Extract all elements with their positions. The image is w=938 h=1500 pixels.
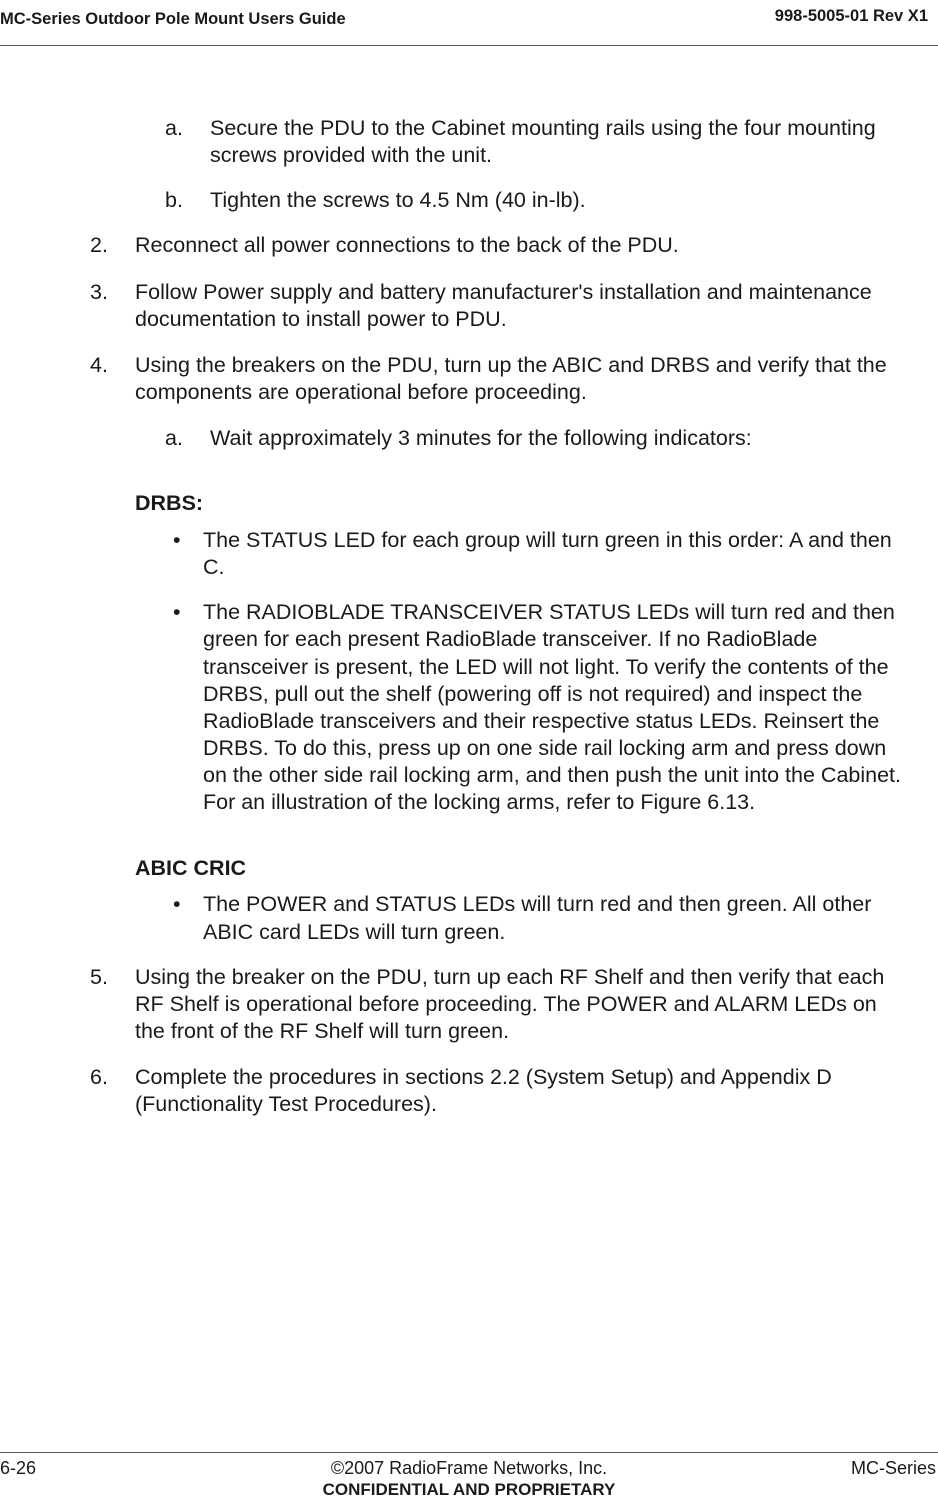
- footer-divider: [0, 1452, 938, 1453]
- bullet-text: ABIC card LEDs will turn green.: [203, 920, 506, 944]
- step-marker: 3.: [90, 280, 108, 304]
- bullet-text: The RADIOBLADE TRANSCEIVER STATUS LEDs will turn red and then: [203, 600, 895, 624]
- bullet-text: C.: [203, 555, 225, 579]
- bullet-marker: •: [173, 528, 181, 552]
- bullet-marker: •: [173, 892, 181, 916]
- document-number: 998-5005-01 Rev X1: [774, 7, 928, 25]
- confidential-notice: CONFIDENTIAL AND PROPRIETARY: [322, 1480, 616, 1499]
- bullet-text: For an illustration of the locking arms, refer to Figure 6.13.: [203, 790, 756, 814]
- step-marker: a.: [165, 116, 183, 140]
- step-text: screws provided with the unit.: [210, 143, 493, 167]
- step-text: components are operational before proceeding.: [135, 380, 587, 404]
- page-number: 6-26: [0, 1458, 37, 1478]
- step-text: (Functionality Test Procedures).: [135, 1092, 437, 1116]
- bullet-text: transceiver is present, the LED will not light. To verify the contents of the: [203, 655, 889, 679]
- header-divider: [0, 45, 938, 46]
- step-text: Using the breaker on the PDU, turn up each RF Shelf and then verify that each: [135, 965, 885, 989]
- bullet-text: green for each present RadioBlade transceiver. If no RadioBlade: [203, 627, 818, 651]
- step-marker: 2.: [90, 233, 108, 257]
- step-text: Wait approximately 3 minutes for the following indicators:: [210, 426, 752, 450]
- step-text: Follow Power supply and battery manufacturer's installation and maintenance: [135, 280, 872, 304]
- step-text: Reconnect all power connections to the back of the PDU.: [135, 233, 679, 257]
- step-text: Tighten the screws to 4.5 Nm (40 in-lb).: [210, 188, 586, 212]
- step-marker: 4.: [90, 353, 108, 377]
- bullet-text: on the other side rail locking arm, and then push the unit into the Cabinet.: [203, 763, 901, 787]
- section-heading-drbs: DRBS:: [135, 491, 204, 515]
- step-text: documentation to install power to PDU.: [135, 307, 507, 331]
- step-marker: a.: [165, 426, 183, 450]
- step-text: Complete the procedures in sections 2.2 (System Setup) and Appendix D: [135, 1065, 832, 1089]
- running-header-title: MC-Series Outdoor Pole Mount Users Guide: [0, 10, 346, 28]
- bullet-text: RadioBlade transceivers and their respective status LEDs. Reinsert the: [203, 709, 880, 733]
- step-text: the front of the RF Shelf will turn green.: [135, 1019, 510, 1043]
- step-text: RF Shelf is operational before proceeding. The POWER and ALARM LEDs on: [135, 992, 877, 1016]
- bullet-text: The POWER and STATUS LEDs will turn red and then green. All other: [203, 892, 872, 916]
- bullet-text: DRBS, pull out the shelf (powering off is not required) and inspect the: [203, 682, 863, 706]
- footer-series: MC-Series: [850, 1458, 936, 1478]
- bullet-text: The STATUS LED for each group will turn green in this order: A and then: [203, 528, 892, 552]
- step-text: Secure the PDU to the Cabinet mounting rails using the four mounting: [210, 116, 876, 140]
- section-heading-abic: ABIC CRIC: [135, 856, 247, 880]
- bullet-text: DRBS. To do this, press up on one side rail locking arm and press down: [203, 736, 887, 760]
- bullet-marker: •: [173, 600, 181, 624]
- step-marker: b.: [165, 188, 183, 212]
- step-marker: 5.: [90, 965, 108, 989]
- copyright-notice: ©2007 RadioFrame Networks, Inc.: [330, 1458, 608, 1478]
- step-marker: 6.: [90, 1065, 108, 1089]
- step-text: Using the breakers on the PDU, turn up the ABIC and DRBS and verify that the: [135, 353, 887, 377]
